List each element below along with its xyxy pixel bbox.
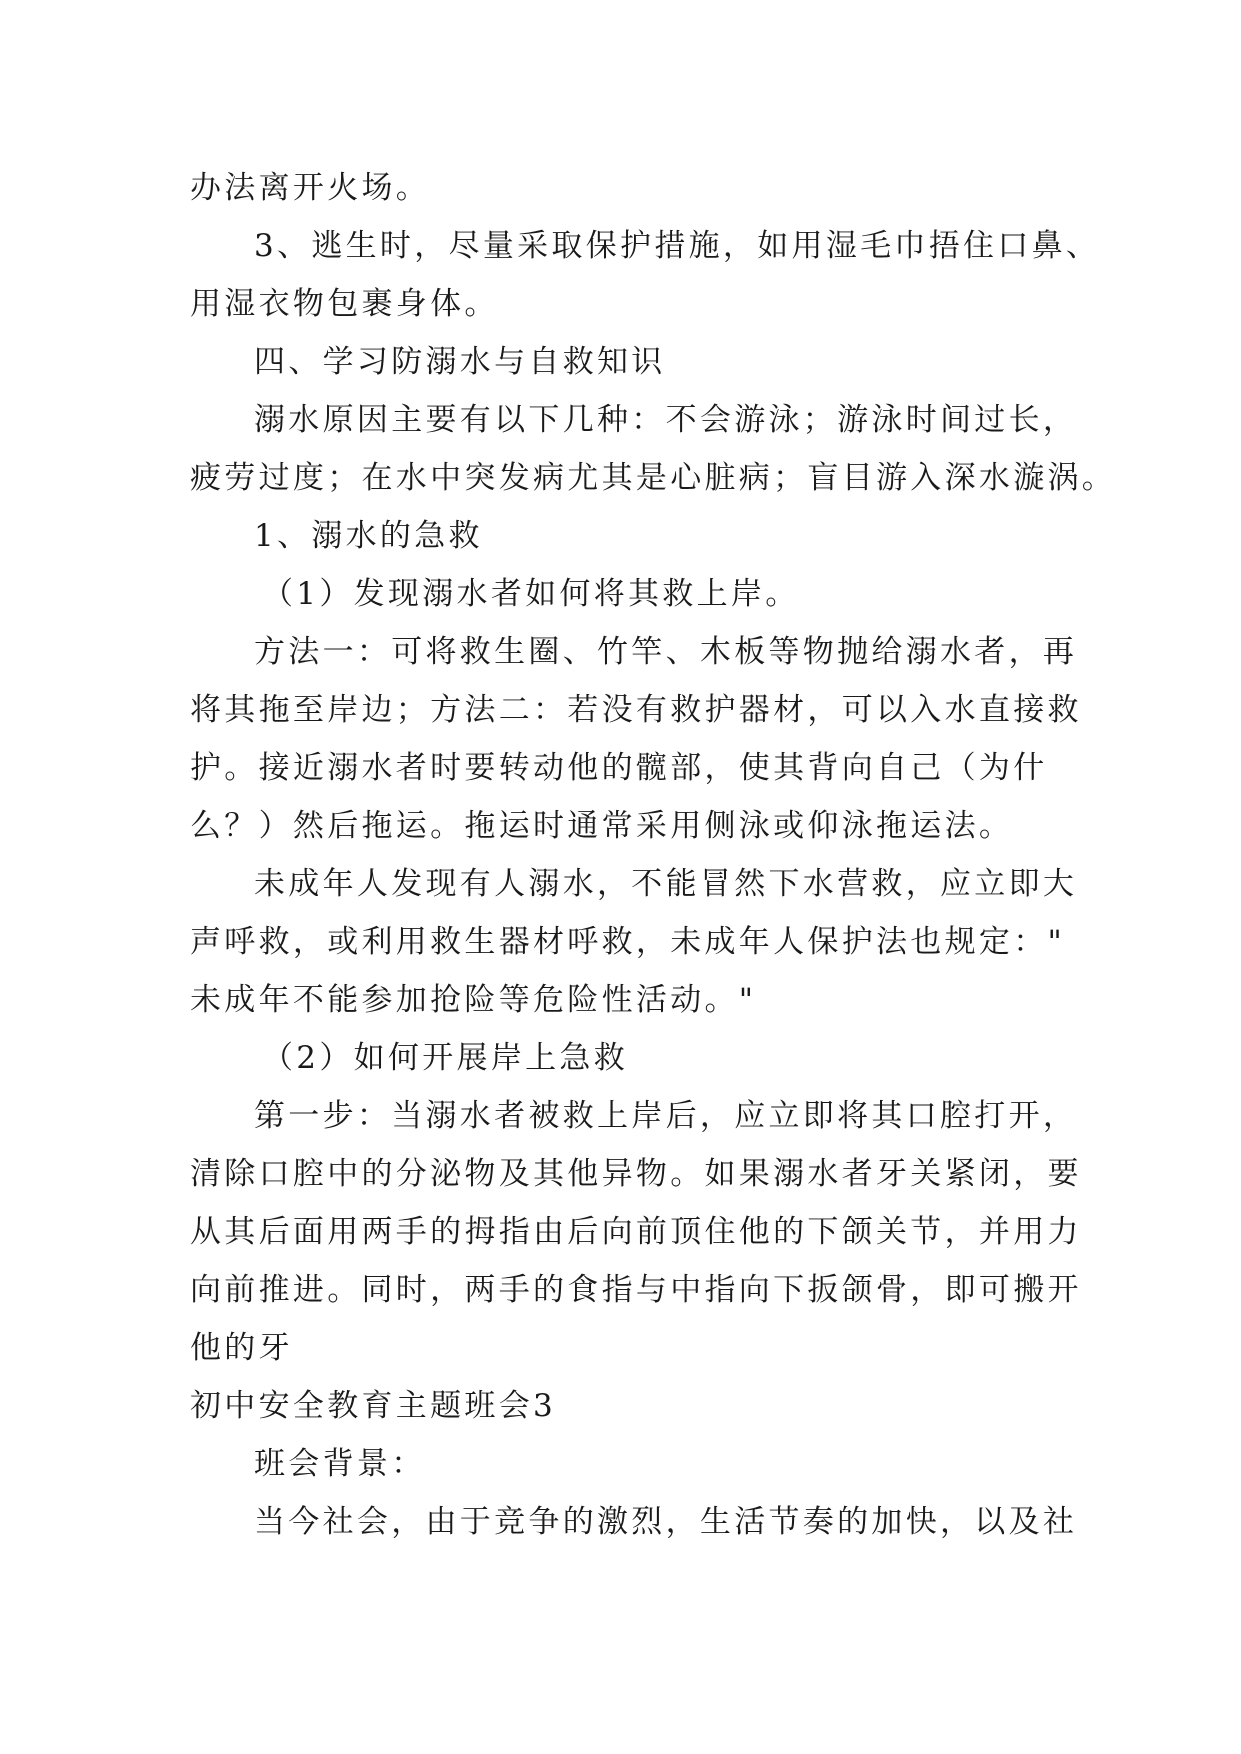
paragraph-line: 么？）然后拖运。拖运时通常采用侧泳或仰泳拖运法。 <box>190 808 1014 844</box>
paragraph-line: 声呼救，或利用救生器材呼救，未成年人保护法也规定：" <box>190 924 1066 960</box>
paragraph-line: 办法离开火场。 <box>190 170 431 206</box>
paragraph-line: 3、逃生时，尽量采取保护措施，如用湿毛巾捂住口鼻、 <box>254 228 1101 264</box>
subsection-heading: 1、溺水的急救 <box>254 518 483 554</box>
paragraph-line: 护。接近溺水者时要转动他的髋部，使其背向自己（为什 <box>190 750 1048 786</box>
paragraph-line: 疲劳过度；在水中突发病尤其是心脏病；盲目游入深水漩涡。 <box>190 460 1117 496</box>
paragraph-line: 方法一：可将救生圈、竹竿、木板等物抛给溺水者，再 <box>254 634 1078 670</box>
section-heading: 班会背景： <box>254 1446 426 1482</box>
paragraph-line: 从其后面用两手的拇指由后向前顶住他的下颌关节，并用力 <box>190 1214 1082 1250</box>
paragraph-line: 将其拖至岸边；方法二：若没有救护器材，可以入水直接救 <box>190 692 1082 728</box>
paragraph-line: 他的牙 <box>190 1330 293 1366</box>
subsection-heading: （2）如何开展岸上急救 <box>262 1040 629 1076</box>
document-title: 初中安全教育主题班会3 <box>190 1388 557 1424</box>
section-heading: 四、学习防溺水与自救知识 <box>254 344 666 380</box>
paragraph-line: 清除口腔中的分泌物及其他异物。如果溺水者牙关紧闭，要 <box>190 1156 1082 1192</box>
paragraph-line: 未成年人发现有人溺水，不能冒然下水营救，应立即大 <box>254 866 1078 902</box>
paragraph-line: 向前推进。同时，两手的食指与中指向下扳颌骨，即可搬开 <box>190 1272 1082 1308</box>
paragraph-line: 溺水原因主要有以下几种：不会游泳；游泳时间过长， <box>254 402 1078 438</box>
paragraph-line: 当今社会，由于竞争的激烈，生活节奏的加快，以及社 <box>254 1504 1078 1540</box>
paragraph-line: 用湿衣物包裹身体。 <box>190 286 499 322</box>
paragraph-line: 未成年不能参加抢险等危险性活动。" <box>190 982 757 1018</box>
subsection-heading: （1）发现溺水者如何将其救上岸。 <box>262 576 800 612</box>
paragraph-line: 第一步：当溺水者被救上岸后，应立即将其口腔打开， <box>254 1098 1078 1134</box>
